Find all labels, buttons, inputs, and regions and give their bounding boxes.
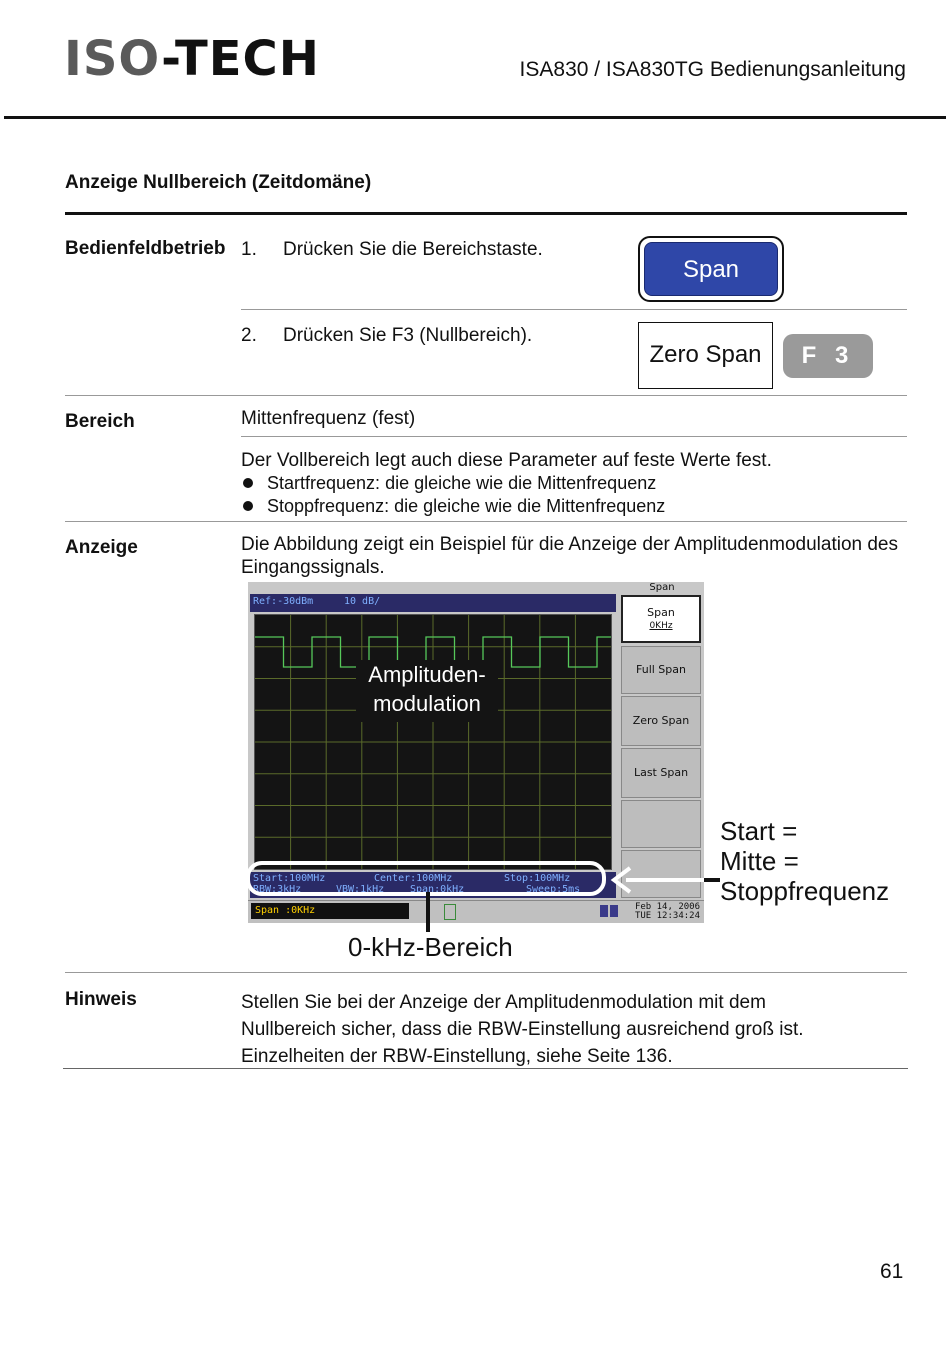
- rbw-readout: RBW:3kHz: [253, 884, 302, 895]
- section-title: Anzeige Nullbereich (Zeitdomäne): [65, 172, 372, 193]
- callout-line1: Start =: [720, 816, 798, 846]
- step1-text: Drücken Sie die Bereichstaste.: [283, 239, 543, 260]
- step1-number: 1.: [241, 239, 257, 260]
- scale-readout: 10 dB/: [344, 596, 381, 607]
- step2-number: 2.: [241, 325, 257, 346]
- screen-date: Feb 14, 2006: [634, 902, 700, 912]
- hinweis-line2: Nullbereich sicher, dass die RBW-Einstellung ausreichend groß ist.: [241, 1019, 804, 1040]
- hinweis-line3: Einzelheiten der RBW-Einstellung, siehe Seite 136.: [241, 1046, 673, 1067]
- softkey-zero-span: Zero Span: [621, 696, 701, 746]
- row-label-bedienfeld: Bedienfeldbetrieb: [65, 238, 226, 259]
- bullet1-text: Startfrequenz: die gleiche wie die Mittenfrequenz: [267, 473, 657, 493]
- stop-readout: Stop:100MHz: [504, 873, 571, 884]
- span-entry-field: Span :0KHz: [251, 903, 409, 919]
- callout-line3: Stoppfrequenz: [720, 876, 890, 906]
- bereich-line2: Der Vollbereich legt auch diese Parameter auf feste Werte fest.: [241, 450, 772, 471]
- row-label-bereich: Bereich: [65, 411, 135, 432]
- row-label-anzeige: Anzeige: [65, 537, 138, 558]
- bereich-line1: Mittenfrequenz (fest): [241, 408, 416, 429]
- f3-key: F 3: [783, 334, 873, 378]
- logo-part-tech: -TECH: [161, 31, 320, 87]
- hinweis-line1: Stellen Sie bei der Anzeige der Amplitudenmodulation mit dem: [241, 992, 766, 1013]
- page-number: 61: [880, 1260, 904, 1283]
- callout-line2: Mitte =: [720, 846, 799, 876]
- anzeige-text: Die Abbildung zeigt ein Beispiel für die Anzeige der Amplitudenmodulation des Eingangssignals.: [241, 534, 898, 578]
- logo-part-iso: ISO: [64, 31, 162, 87]
- hinweis-text: [241, 989, 804, 1070]
- amp-label-line2: modulation: [373, 691, 481, 716]
- span-readout: Span:0kHz: [410, 884, 465, 895]
- softkey-span-label: Span: [647, 606, 675, 619]
- amp-label-line1: Amplituden-: [368, 662, 486, 687]
- row-label-hinweis: Hinweis: [65, 989, 137, 1010]
- softkey-span-value: 0KHz: [649, 621, 673, 631]
- zero-span-softkey: Zero Span: [638, 322, 773, 389]
- manual-title: ISA830 / ISA830TG Bedienungsanleitung: [519, 58, 906, 81]
- ref-level: Ref:-30dBm: [253, 596, 314, 607]
- zero-khz-callout: 0-kHz-Bereich: [348, 932, 513, 962]
- bottom-divider: [63, 1068, 908, 1069]
- row-divider: [65, 972, 907, 973]
- softkey-full-span: Full Span: [621, 646, 701, 694]
- softkey-last-span: Last Span: [621, 748, 701, 798]
- start-readout: Start:100MHz: [253, 873, 326, 884]
- softkey-menu-title: Span: [649, 582, 675, 593]
- start-center-stop-callout: [720, 816, 889, 906]
- sweep-readout: Sweep:5ms: [526, 884, 581, 895]
- screen-time: TUE 12:34:24: [634, 911, 700, 921]
- step2-text: Drücken Sie F3 (Nullbereich).: [283, 325, 533, 346]
- bullet2-text: Stoppfrequenz: die gleiche wie die Mittenfrequenz: [267, 496, 666, 516]
- span-key-label: Span: [644, 242, 778, 296]
- readout-highlight-frame: [248, 863, 604, 894]
- vbw-readout: VBW:1kHz: [336, 884, 385, 895]
- center-readout: Center:100MHz: [374, 873, 453, 884]
